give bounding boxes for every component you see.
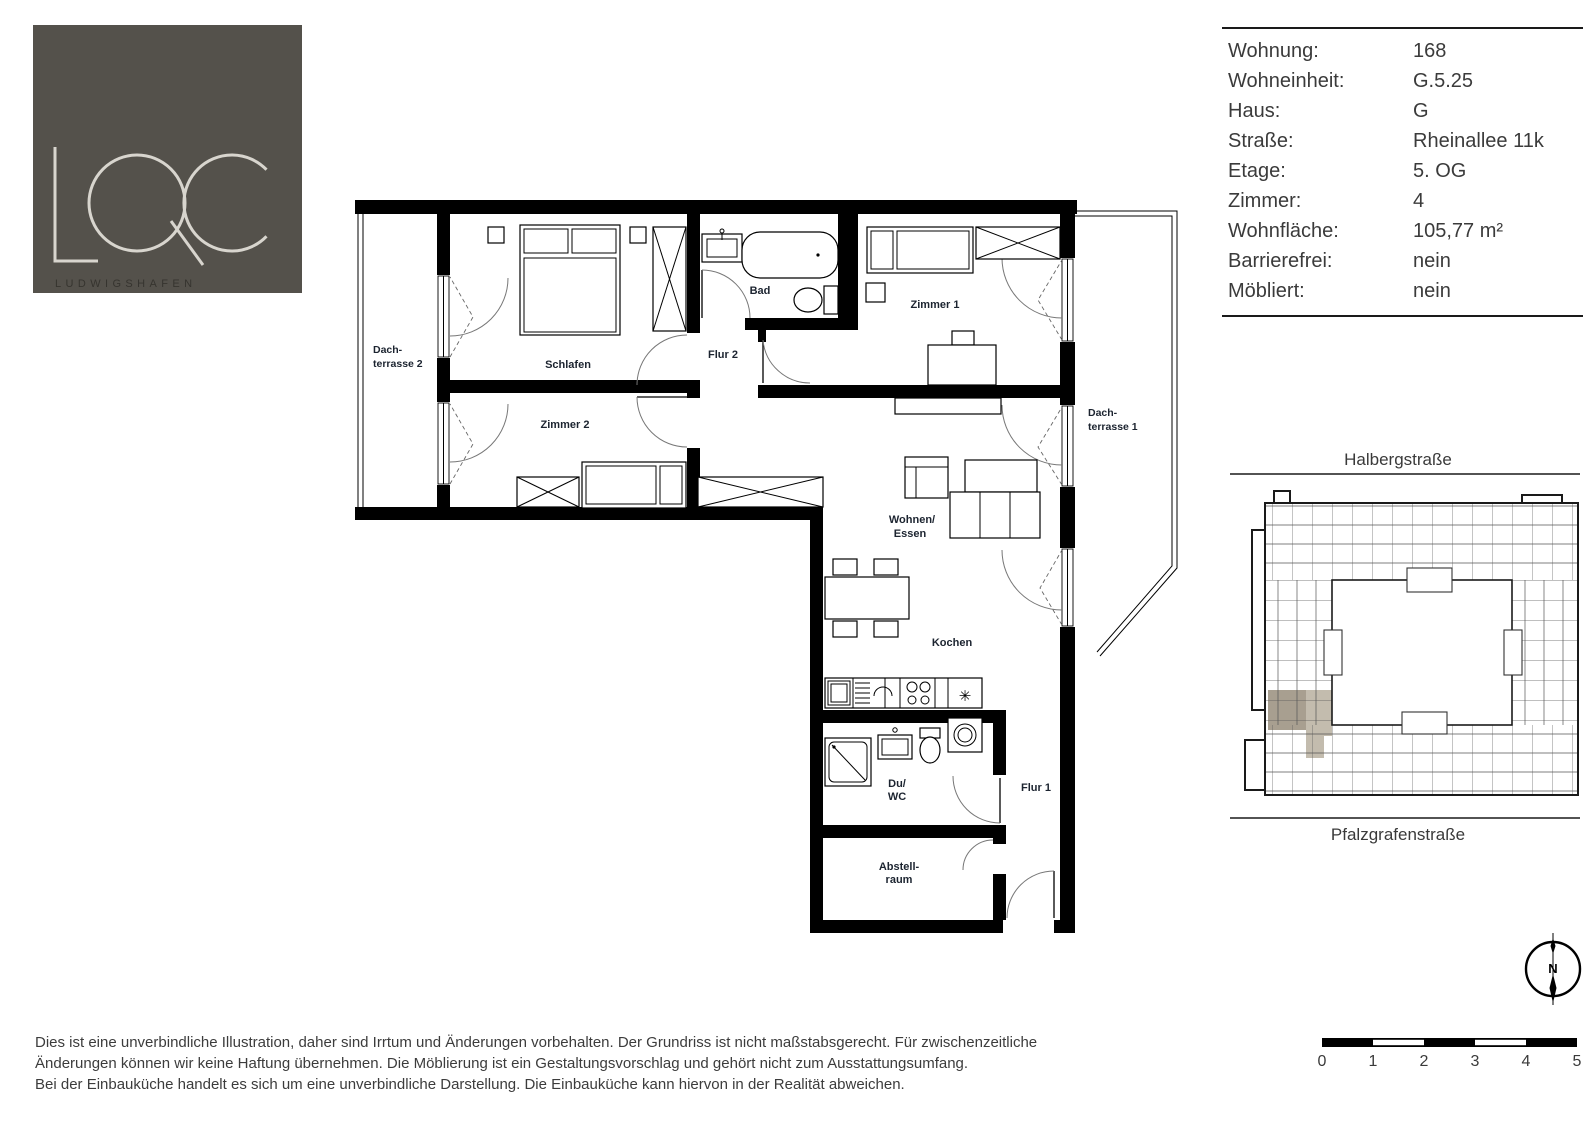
table-row: [1222, 126, 1583, 156]
info-value: 5. OG: [1413, 160, 1467, 182]
info-value: 168: [1413, 40, 1447, 62]
info-value: G: [1413, 100, 1429, 122]
scale-tick: 0: [1317, 1053, 1327, 1070]
scale-tick: 4: [1521, 1053, 1531, 1070]
table-row: [1222, 66, 1583, 96]
chair: [833, 559, 857, 575]
street-label-top: Halbergstraße: [1344, 450, 1452, 469]
scale-tick: 2: [1419, 1053, 1429, 1070]
info-value: Rheinallee 11k: [1413, 130, 1544, 152]
room-label-raum: raum: [885, 874, 913, 886]
double-bed: [520, 225, 620, 335]
side-table: [866, 283, 885, 302]
info-value: G.5.25: [1413, 70, 1474, 92]
sofa: [950, 492, 1040, 538]
scale-tick: 3: [1470, 1053, 1480, 1070]
walls: [355, 200, 1077, 933]
toilet: [920, 737, 940, 763]
info-value: 4: [1413, 190, 1425, 212]
room-label-flur1: Flur 1: [1021, 782, 1051, 794]
table-row: [1222, 156, 1583, 186]
room-labels: [373, 285, 1138, 886]
chair: [874, 559, 898, 575]
logo-letter-q-tail: [171, 221, 203, 265]
room-label-dachterrasse1: Dach-: [1088, 407, 1118, 419]
chair: [833, 621, 857, 637]
room-label-zimmer2: Zimmer 2: [540, 419, 590, 431]
info-value: nein: [1413, 280, 1451, 302]
room-label-schlafen: Schlafen: [545, 359, 591, 371]
logo-letter-c: [184, 155, 267, 251]
toilet: [794, 288, 822, 312]
floor-plan-svg: [340, 190, 1190, 938]
info-label: Haus:: [1228, 100, 1281, 122]
site-plan: [1212, 440, 1586, 855]
table-row: [1222, 216, 1583, 246]
info-label: Wohnung:: [1228, 40, 1319, 62]
info-label: Etage:: [1228, 160, 1286, 182]
room-label-dachterrasse2: terrasse 2: [373, 358, 423, 370]
sideboard: [895, 398, 1001, 414]
table-row: [1222, 186, 1583, 216]
info-value: 105,77 m²: [1413, 220, 1504, 242]
scale-tick: 5: [1572, 1053, 1582, 1070]
courtyard: [1332, 580, 1512, 725]
site-plan-svg: [1212, 440, 1586, 850]
disclaimer-text: [35, 1032, 1037, 1095]
info-label: Barrierefrei:: [1228, 250, 1333, 272]
dining-table: [825, 577, 909, 619]
tv-unit: [905, 457, 948, 498]
table-row: [1222, 276, 1583, 306]
room-label-wc: WC: [887, 791, 907, 803]
north-label: N: [1548, 961, 1558, 976]
room-label-abstell: Abstell-: [878, 861, 920, 873]
lqc-logo-icon: [33, 25, 302, 293]
info-label: Wohnfläche:: [1228, 220, 1339, 242]
room-label-dachterrasse2: Dach-: [373, 344, 403, 356]
scale-bar: [1310, 1030, 1586, 1087]
info-label: Wohneinheit:: [1228, 70, 1345, 92]
info-label: Straße:: [1228, 130, 1294, 152]
room-label-bad: Bad: [749, 285, 771, 297]
nightstand: [488, 227, 504, 243]
coffee-table: [965, 460, 1037, 492]
dishwasher-symbol: ✳: [958, 688, 972, 705]
info-label: Zimmer:: [1228, 190, 1302, 212]
logo-city-text: LUDWIGSHAFEN: [55, 278, 197, 290]
desk-chair: [952, 331, 974, 345]
company-logo: [33, 25, 302, 293]
logo-letter-q: [89, 155, 185, 251]
disclaimer-line: Bei der Einbauküche handelt es sich um eine unverbindliche Darstellung. Die Einbauküche kann hiervon in der Realität abweichen.: [35, 1076, 905, 1093]
floor-plan: [340, 190, 1190, 943]
room-label-zimmer1: Zimmer 1: [910, 299, 960, 311]
table-row: [1222, 96, 1583, 126]
single-bed: [867, 227, 973, 273]
scale-bar-rule: [1322, 1038, 1577, 1047]
room-label-du: Du/: [888, 778, 906, 790]
room-label-flur2: Flur 2: [708, 349, 738, 361]
scale-bar-svg: [1310, 1030, 1586, 1082]
building-block: [1245, 491, 1578, 795]
table-row: [1222, 36, 1583, 66]
street-label-bottom: Pfalzgrafenstraße: [1330, 825, 1466, 844]
room-label-essen: Essen: [893, 528, 927, 540]
info-value: nein: [1413, 250, 1451, 272]
disclaimer-line: Dies ist eine unverbindliche Illustration, daher sind Irrtum und Änderungen vorbehalten. Der Grundriss ist nicht maßstabsgerecht. Für zwischenzeitliche: [35, 1034, 1038, 1051]
logo-letter-l: [55, 147, 98, 261]
table-row: [1222, 246, 1583, 276]
furniture: [488, 225, 1060, 786]
compass: [1505, 925, 1586, 1022]
info-label: Möbliert:: [1228, 280, 1305, 302]
bathtub: [742, 232, 838, 278]
room-label-dachterrasse1: terrasse 1: [1088, 421, 1138, 433]
room-label-wohnen: Wohnen/: [888, 514, 936, 526]
single-bed: [582, 462, 686, 508]
desk: [928, 345, 996, 385]
scale-tick: 1: [1368, 1053, 1378, 1070]
north-arrow-icon: [1505, 925, 1586, 1017]
room-label-kochen: Kochen: [931, 637, 973, 649]
nightstand: [630, 227, 646, 243]
disclaimer-line: Änderungen können wir keine Haftung übernehmen. Die Möblierung ist ein Gestaltungsvorschlag und gehört nicht zum Ausstattungsumfang.: [35, 1055, 969, 1072]
toilet-cistern: [824, 286, 838, 314]
chair: [874, 621, 898, 637]
apartment-info-table: [1222, 27, 1583, 317]
washing-machine: [948, 718, 982, 752]
